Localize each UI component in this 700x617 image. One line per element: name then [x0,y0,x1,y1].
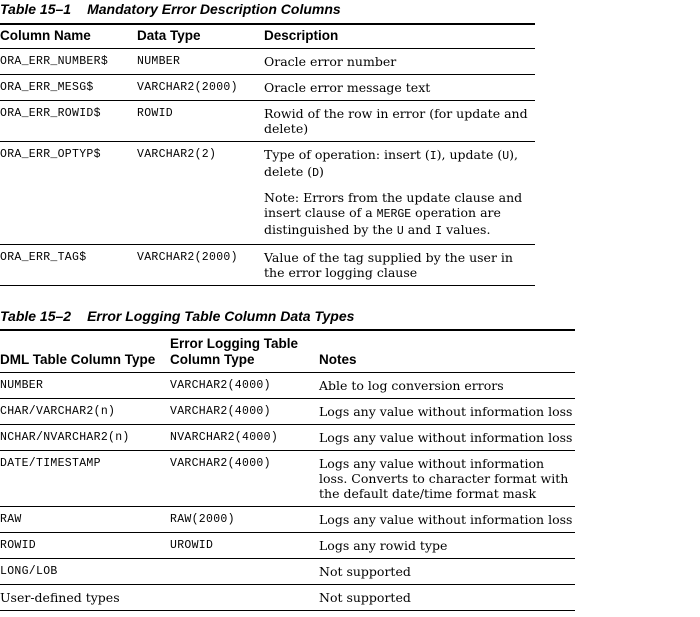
table2-cell-notes: Logs any value without information loss [319,398,575,424]
text-fragment: and [403,221,436,237]
table2-caption [0,308,354,324]
table2-cell-notes: Logs any rowid type [319,532,575,558]
code-fragment: U [502,149,510,163]
table1-cell-column: ORA_ERR_ROWID$ [0,100,137,141]
table2-cell-err: RAW(2000) [170,506,319,532]
table2-cell-dml: RAW [0,506,170,532]
table2-cell-err: VARCHAR2(4000) [170,372,319,398]
table1-header-data-type: Data Type [137,24,264,48]
table2-cell-err: VARCHAR2(4000) [170,398,319,424]
table1-cell-description: Oracle error message text [264,74,535,100]
table-row [0,584,575,610]
table2-header-dml-type: DML Table Column Type [0,330,170,372]
table1-header-row [0,24,535,48]
table1-cell-description: Oracle error number [264,48,535,74]
code-fragment: U [396,224,404,238]
table-row [0,532,575,558]
table1-cell-description: Value of the tag supplied by the user in the error logging clause [264,244,535,285]
table1-cell-type: VARCHAR2(2) [137,141,264,244]
text-fragment: ), update ( [436,146,503,162]
table1-cell-column: ORA_ERR_MESG$ [0,74,137,100]
table1-cell-description [264,141,535,244]
table2-cell-err [170,558,319,584]
table2-cell-notes: Logs any value without information loss [319,506,575,532]
table2-cell-notes: Logs any value without information loss [319,424,575,450]
table2-cell-err: UROWID [170,532,319,558]
table2-cell-dml: NCHAR/NVARCHAR2(n) [0,424,170,450]
code-fragment: I [429,149,437,163]
table-row [0,100,535,141]
table2-cell-err: VARCHAR2(4000) [170,450,319,506]
table2-cell-notes: Able to log conversion errors [319,372,575,398]
table2-number: Table 15–2 [0,308,72,324]
table1-number: Table 15–1 [0,1,72,17]
table1-cell-column: ORA_ERR_OPTYP$ [0,141,137,244]
table-row [0,450,575,506]
table2-cell-dml: NUMBER [0,372,170,398]
table-row [0,424,575,450]
table-row [0,398,575,424]
text-fragment: operation are distinguished by the [264,204,501,237]
code-fragment: MERGE [376,207,412,221]
table1-header-description: Description [264,24,535,48]
code-fragment: I [435,224,443,238]
table1 [0,23,535,286]
text-fragment: ), delete ( [264,146,519,179]
optyp-note [264,190,535,239]
table2-cell-dml: User-defined types [0,584,170,610]
text-fragment: ) [318,163,324,179]
table2-cell-dml: DATE/TIMESTAMP [0,450,170,506]
code-fragment: D [312,166,319,180]
table2-cell-dml: CHAR/VARCHAR2(n) [0,398,170,424]
table2-cell-dml: ROWID [0,532,170,558]
table1-cell-column: ORA_ERR_NUMBER$ [0,48,137,74]
table2-header-error-type: Error Logging Table Column Type [170,330,319,372]
table2-cell-notes: Not supported [319,558,575,584]
table-row [0,506,575,532]
table2-header-notes: Notes [319,330,575,372]
table2-cell-notes: Not supported [319,584,575,610]
table1-cell-type: ROWID [137,100,264,141]
table1-caption [0,1,341,17]
table-row [0,372,575,398]
text-fragment: Type of operation: insert ( [264,146,430,162]
table1-cell-type: NUMBER [137,48,264,74]
table1-cell-description: Rowid of the row in error (for update and delete) [264,100,535,141]
optyp-description [264,147,535,181]
text-fragment: values. [442,221,491,237]
table2-header-row [0,330,575,372]
table2-cell-dml: LONG/LOB [0,558,170,584]
table2-cell-err: NVARCHAR2(4000) [170,424,319,450]
table1-title: Mandatory Error Description Columns [87,1,341,17]
table1-cell-type: VARCHAR2(2000) [137,244,264,285]
table2-cell-err [170,584,319,610]
table1-cell-type: VARCHAR2(2000) [137,74,264,100]
table2-cell-notes: Logs any value without information loss. Converts to character format with the default date/time format mask [319,450,575,506]
table2 [0,329,575,611]
table-row [0,244,535,285]
table1-cell-column: ORA_ERR_TAG$ [0,244,137,285]
table-row [0,558,575,584]
table-row [0,141,535,244]
table1-header-column-name: Column Name [0,24,137,48]
table-row [0,74,535,100]
table2-title: Error Logging Table Column Data Types [87,308,355,324]
table-row [0,48,535,74]
text-fragment: Note: Errors from the update clause and insert clause of a [264,189,523,220]
